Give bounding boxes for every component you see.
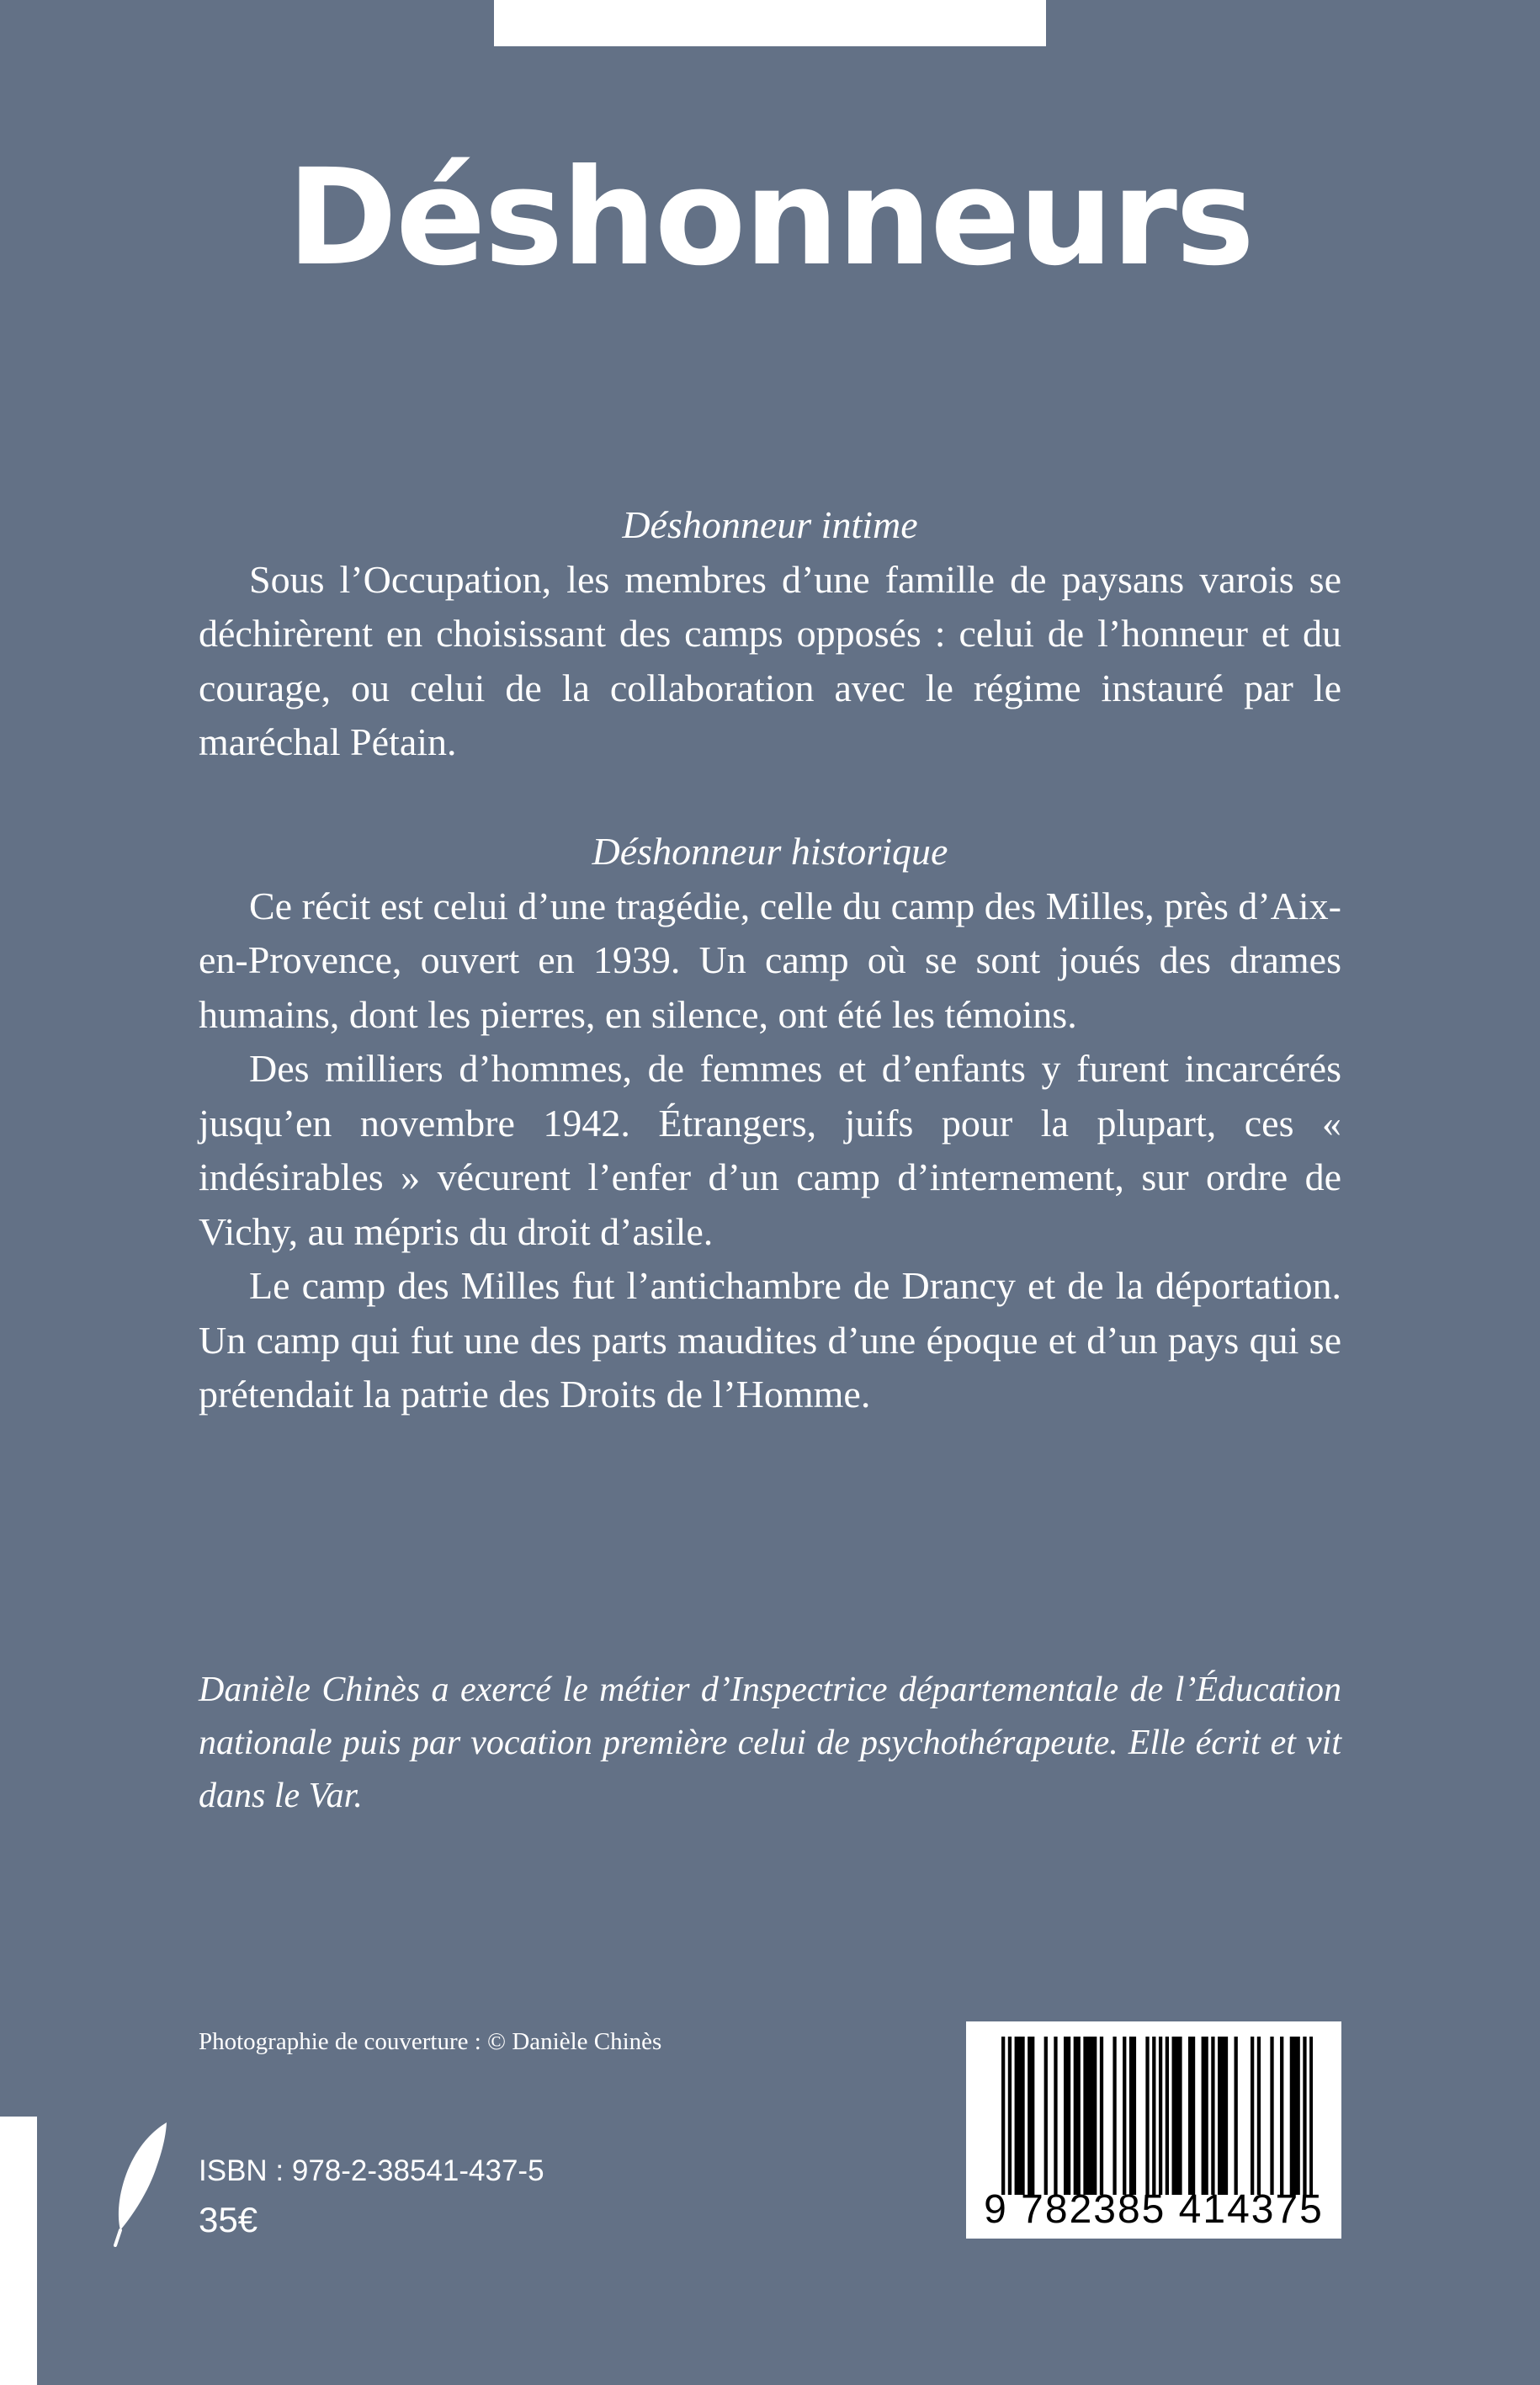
barcode-bar bbox=[1280, 2037, 1283, 2195]
barcode-bar bbox=[1218, 2037, 1221, 2195]
barcode-bar bbox=[1297, 2037, 1300, 2195]
barcode-bar bbox=[1293, 2037, 1297, 2195]
barcode-digits: 9 782385 414375 bbox=[984, 2187, 1324, 2232]
section-historique-paragraph: Des milliers d’hommes, de femmes et d’enfants y furent incarcérés jusqu’en novembre 1942. Étrangers, juifs pour la plupart, ces « indésirables » vécurent l’enfer d’un camp d’internement, sur ordre de Vichy, au mépris du droit d’asile. bbox=[199, 1047, 1341, 1253]
barcode-bar bbox=[1001, 2037, 1005, 2195]
barcode-bar bbox=[1188, 2037, 1192, 2195]
barcode-bar bbox=[1129, 2037, 1133, 2195]
barcode-bar bbox=[1202, 2037, 1205, 2195]
barcode-bar bbox=[1015, 2037, 1018, 2195]
barcode-bar bbox=[1083, 2037, 1086, 2195]
barcode-bar bbox=[1159, 2037, 1162, 2195]
barcode-bar bbox=[1044, 2037, 1048, 2195]
barcode-bar bbox=[1172, 2037, 1176, 2195]
barcode-bar bbox=[1192, 2037, 1195, 2195]
barcode-bar bbox=[1270, 2037, 1273, 2195]
barcode-bar bbox=[1133, 2037, 1136, 2195]
book-title: Déshonneurs bbox=[287, 141, 1253, 295]
barcode-bar bbox=[1204, 2037, 1208, 2195]
barcode-bar bbox=[1224, 2037, 1228, 2195]
barcode-bar bbox=[1113, 2037, 1116, 2195]
section-intime-subhead: Déshonneur intime bbox=[622, 503, 918, 546]
barcode-bar bbox=[1008, 2037, 1012, 2195]
barcode-bar bbox=[1100, 2037, 1103, 2195]
barcode-bar bbox=[1090, 2037, 1093, 2195]
barcode-bar bbox=[1303, 2037, 1306, 2195]
barcode-bar bbox=[1152, 2037, 1155, 2195]
barcode-bar bbox=[1064, 2037, 1067, 2195]
barcode-bar bbox=[1251, 2037, 1254, 2195]
barcode-bar bbox=[1086, 2037, 1090, 2195]
barcode-bar bbox=[1145, 2037, 1149, 2195]
barcode-bar bbox=[1074, 2037, 1077, 2195]
barcode-bar bbox=[1067, 2037, 1070, 2195]
barcode-bar bbox=[1054, 2037, 1057, 2195]
section-historique bbox=[199, 825, 1341, 1422]
section-intime bbox=[199, 498, 1341, 770]
price: 35€ bbox=[199, 2200, 258, 2239]
barcode-bar bbox=[1211, 2037, 1214, 2195]
photo-credit: Photographie de couverture : © Danièle Chinès bbox=[199, 2028, 662, 2055]
feather-icon bbox=[108, 2121, 173, 2247]
barcode-bar bbox=[1123, 2037, 1126, 2195]
section-historique-paragraph: Ce récit est celui d’une tragédie, celle du camp des Milles, près d’Aix-en-Provence, ouvert en 1939. Un camp où se sont joués des drames humains, dont les pierres, en silence, ont été les témoins. bbox=[199, 884, 1341, 1036]
barcode-bar bbox=[1221, 2037, 1224, 2195]
left-edge-strip bbox=[0, 2117, 37, 2385]
section-intime-paragraph: Sous l’Occupation, les membres d’une famille de paysans varois se déchirèrent en choisissant des camps opposés : celui de l’honneur et du courage, ou celui de la collaboration avec le régime instauré par le maréchal Pétain. bbox=[199, 557, 1341, 763]
section-historique-subhead: Déshonneur historique bbox=[592, 830, 948, 873]
barcode-bar bbox=[1178, 2037, 1182, 2195]
barcode-bar bbox=[1077, 2037, 1081, 2195]
barcode-bar bbox=[1166, 2037, 1169, 2195]
barcode-bar bbox=[1175, 2037, 1178, 2195]
barcode-bar bbox=[1257, 2037, 1261, 2195]
author-bio: Danièle Chinès a exercé le métier d’Inspectrice départementale de l’Éducation nationale puis par vocation première celui de psychothérapeute. Elle écrit et vit dans le Var. bbox=[199, 1671, 1341, 1815]
barcode-bar bbox=[1031, 2037, 1034, 2195]
barcode-bar bbox=[1017, 2037, 1021, 2195]
isbn: ISBN : 978-2-38541-437-5 bbox=[199, 2154, 544, 2187]
barcode-bar bbox=[1028, 2037, 1031, 2195]
section-historique-paragraph: Le camp des Milles fut l’antichambre de Drancy et de la déportation. Un camp qui fut une des parts maudites d’une époque et d’un pays qui se prétendait la patrie des Droits de l’Homme. bbox=[199, 1264, 1341, 1416]
barcode-bars bbox=[1001, 2037, 1313, 2195]
barcode-bar bbox=[1309, 2037, 1313, 2195]
barcode-bar bbox=[1290, 2037, 1293, 2195]
barcode bbox=[966, 2021, 1341, 2239]
top-tab bbox=[494, 0, 1046, 46]
barcode-bar bbox=[1093, 2037, 1097, 2195]
barcode-bar bbox=[1021, 2037, 1024, 2195]
barcode-bar bbox=[1235, 2037, 1238, 2195]
